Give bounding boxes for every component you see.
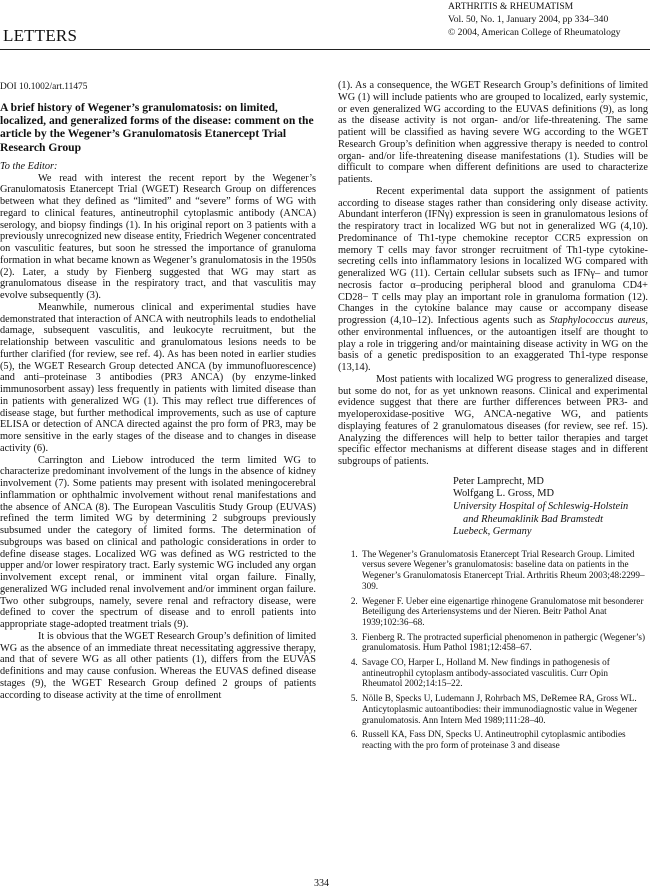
paragraph-5-species: Staphylococcus aureus, xyxy=(549,315,648,326)
author-2: Wolfgang L. Gross, MD xyxy=(453,488,555,500)
paragraph-5-text-a: Recent experimental data support the assignment of patients according to disease stages rather than considering only disease activity. Abundant interferon (IFNγ) expression is seen in granulomatous lesions of the respiratory tract in localized WG but not in generalized WG (4,10). Predominance of Th1-type chemokine receptor CCR5 expression on memory T cells may favor stronger recruitment of Th1-type cytokine-secreting cells into inflammatory lesions in localized WG compared with generalized WG (11). Certain cellular subsets such as IFNγ– and tumor necrosis factor α–producing peripheral blood and granuloma CD4+ CD28− T cells may play an important role in granuloma formation (12). Changes in the cytokine balance may cause or accompany disease progression (4,10–12). Infectious agents such as xyxy=(338,185,648,326)
salutation: To the Editor: xyxy=(0,160,58,172)
reference-item: 2. Wegener F. Ueber eine eigenartige rhinogene Granulomatose mit besonderer Beteiligung des Arteriensystems und der Nieren. Beitr Pathol Anat 1939;102:36–68. xyxy=(360,596,648,628)
body-paragraph-2: Meanwhile, numerous clinical and experimental studies have demonstrated that interaction of ANCA with neutrophils leads to endothelial damage, subsequent vasculitis, and leukocyte recruitment, but the relationship between vasculitic and granulomatous lesions needs to be further clarified (for review, see ref. 4). As has been noted in earlier studies (5), the WGET Research Group detected ANCA (by immunofluorescence) and anti–proteinase 3 antibodies (PR3 ANCA) (by enzyme-linked immunosorbent assay) less frequently in patients with limited disease than in patients with generalized WG (1). This may reflect true differences of disease stage, but further methodical improvements, such as use of capture ELISA or detection of ANCA directed against the pro form of PR3, may be more sensitive in the early stages of the disease and to changes in disease activity (6). xyxy=(0,301,316,454)
city: Luebeck, Germany xyxy=(453,526,532,538)
paragraph-5-text-b: other environmental influences, or the autoantigen itself are thought to play a role in triggering and/or maintaining disease activity in WG on the basis of a genetic predisposition to an exaggerated Th1-type response (13,14). xyxy=(338,326,648,373)
author-1: Peter Lamprecht, MD xyxy=(453,475,544,487)
institution-1: University Hospital of Schleswig-Holstein xyxy=(453,500,629,512)
signature-block xyxy=(453,476,648,539)
body-paragraph-4: It is obvious that the WGET Research Group’s definition of limited WG as the absence of an immediate threat necessitating aggressive therapy, and that of severe WG as all other patients (1), differs from the EUVAS definitions and may cause confusion. Whereas the EUVAS defined disease stages (9), the WGET Research Group defined 2 groups of patients according to disease activity at the time of enrollment xyxy=(0,630,316,701)
journal-header xyxy=(448,0,648,39)
right-column xyxy=(338,80,648,755)
copyright-line: © 2004, American College of Rheumatology xyxy=(448,27,621,38)
body-paragraph-3: Carrington and Liebow introduced the term limited WG to characterize predominant involvement of the lungs in the absence of kidney involvement (7). Some patients may present with isolated meningocerebral inflammation or ophthalmic involvement without renal manifestations and the absence of ANCA (8). The European Vasculitis Study Group (EUVAS) refined the term limited WG by determining 2 subgroups previously subsumed under the category of limited forms. The determination of subgroups was based on clinical and pathologic considerations in order to define disease stages. Localized WG was defined as WG restricted to the upper and/or lower respiratory tract. Early systemic WG included any organ involvement except renal, or imminent vital organ failure. Finally, generalized WG included renal involvement and/or imminent organ failure. Two other subgroups, namely, severe renal and refractory disease, were defined to cover the spectrum of disease and to enroll patients into appropriate stage-adopted treatment trials (9). xyxy=(0,454,316,631)
body-paragraph-1: We read with interest the recent report by the Wegener’s Granulomatosis Etanercept Trial (WGET) Research Group on differences between what they defined as “limited” and “severe” forms of WG with regard to clinical features, antineutrophil cytoplasmic antibody (ANCA) serology, and biopsy findings (1). In his original report on 3 patients with a previously unrecognized new disease entity, Friedrich Wegener concentrated on vasculitic features, but soon he stressed the importance of granuloma formation in what became known as Wegener’s granulomatosis in the 1950s (2). Later, a study by Fienberg suggested that WG may start as granulomatous disease in the respiratory tract, and that vasculitis may evolve subsequently (3). xyxy=(0,172,316,302)
volume-line: Vol. 50, No. 1, January 2004, pp 334–340 xyxy=(448,14,609,25)
journal-name: ARTHRITIS & RHEUMATISM xyxy=(448,1,574,12)
reference-item: 4. Savage CO, Harper L, Holland M. New findings in pathogenesis of antineutrophil cytoplasm antibody-associated vasculitis. Curr Opin Rheumatol 2002;14:15–22. xyxy=(360,657,648,689)
reference-list xyxy=(338,549,648,751)
article-title: A brief history of Wegener’s granulomatosis: on limited, localized, and generalized forms of the disease: comment on the article by the Wegener’s Granulomatosis Etanercept Trial Research Group xyxy=(0,100,314,154)
reference-item: 3. Fienberg R. The protracted superficial phenomenon in pathergic (Wegener’s) granulomatosis. Hum Pathol 1981;12:458–67. xyxy=(360,632,648,653)
reference-item: 6. Russell KA, Fass DN, Specks U. Antineutrophil cytoplasmic antibodies reacting with the pro form of proteinase 3 and disease xyxy=(360,729,648,750)
reference-item: 1. The Wegener’s Granulomatosis Etanercept Trial Research Group. Limited versus severe Wegener’s granulomatosis: baseline data on patients in the Wegener’s Granulomatosis Etanercept Trial. Arthritis Rheum 2003;48:2299–309. xyxy=(360,549,648,592)
page-number: 334 xyxy=(314,878,329,889)
body-paragraph-continuation: (1). As a consequence, the WGET Research Group’s definitions of limited WG (1) will include patients who are grouped to localized, early systemic, or even generalized WG according to the EUVAS definitions (9), as long as the disease activity is not organ- and/or life-threatening. The same patient will be classified as having severe WG according to the WGET Research Group’s definition when aggressive therapy is needed to control organ- and/or life-threatening disease manifestations (1). Studies will be difficult to compare when different definitions are used to characterize patients. xyxy=(338,80,648,185)
body-paragraph-6: Most patients with localized WG progress to generalized disease, but some do not, for as yet unknown reasons. Clinical and experimental evidence suggest that there are further differences between PR3- and myeloperoxidase-positive WG, ANCA-negative WG, and patients displaying features of 2 granulomatous diseases (for review, see ref. 15). Analyzing the differences will help to better tailor therapies and target specific effector mechanisms at different disease stages and in different subgroups of patients. xyxy=(338,373,648,467)
doi: DOI 10.1002/art.11475 xyxy=(0,82,88,92)
body-paragraph-5 xyxy=(338,186,648,374)
section-title: LETTERS xyxy=(3,26,78,45)
institution-2: and Rheumaklinik Bad Bramstedt xyxy=(463,513,603,525)
left-column xyxy=(0,82,316,701)
reference-item: 5. Nölle B, Specks U, Ludemann J, Rohrbach MS, DeRemee RA, Gross WL. Anticytoplasmic autoantibodies: their immunodiagnostic value in Wegener granulomatosis. Ann Intern Med 1989;111:28–40. xyxy=(360,693,648,725)
section-divider xyxy=(0,49,650,50)
